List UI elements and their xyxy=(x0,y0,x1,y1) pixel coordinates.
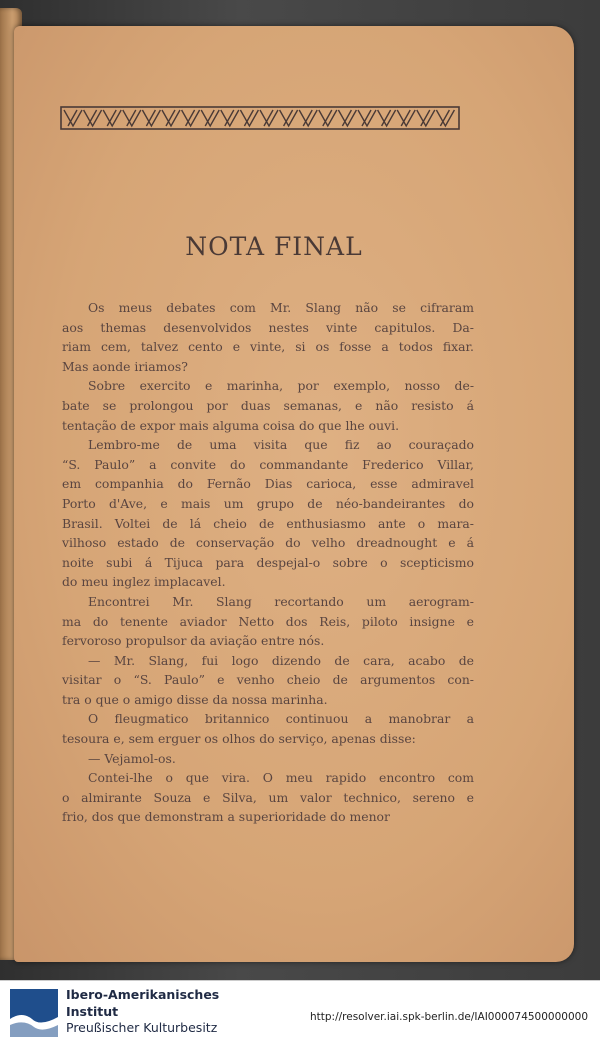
ornamental-border xyxy=(60,106,460,130)
text-line: O fleugmatico britannico continuou a manobrar a xyxy=(88,711,474,727)
text-line: em companhia do Fernão Dias carioca, esse admiravel xyxy=(62,476,474,492)
text-line: fervoroso propulsor da aviação entre nós. xyxy=(62,633,325,649)
text-line: tentação de expor mais alguma coisa do que lhe ouvi. xyxy=(62,417,400,433)
text-line: Encontrei Mr. Slang recortando um aerogram- xyxy=(88,593,474,609)
footer-bar xyxy=(0,980,600,1042)
text-line: aos themas desenvolvidos nestes vinte capitulos. Da- xyxy=(62,319,474,335)
text-line: — Mr. Slang, fui logo dizendo de cara, acabo de xyxy=(88,652,474,668)
institution-logo xyxy=(10,989,58,1037)
page-body xyxy=(62,298,474,827)
book-page xyxy=(14,26,574,962)
text-line: “S. Paulo” a convite do commandante Frederico Villar, xyxy=(62,456,474,472)
text-line: Lembro-me de uma visita que fiz ao couraçado xyxy=(88,437,474,453)
text-line: Porto d'Ave, e mais um grupo de néo-bandeirantes do xyxy=(62,495,474,511)
text-line: do meu inglez implacavel. xyxy=(62,574,226,590)
text-line: frio, dos que demonstram a superioridade do menor xyxy=(62,809,390,825)
ornament-pattern-icon xyxy=(60,106,460,130)
text-line: Sobre exercito e marinha, por exemplo, nosso de- xyxy=(88,378,474,394)
text-line: visitar o “S. Paulo” e venho cheio de argumentos con- xyxy=(62,672,474,688)
iai-logo-icon xyxy=(10,989,58,1037)
institution-line-1: Ibero-Amerikanisches xyxy=(66,987,220,1002)
text-line: o almirante Souza e Silva, um valor technico, sereno e xyxy=(62,789,474,805)
institution-line-2: Institut xyxy=(66,1003,119,1019)
resolver-link[interactable]: http://resolver.iai.spk-berlin.de/IAI000074500000000 xyxy=(309,1011,588,1023)
text-line: riam cem, talvez cento e vinte, si os fosse a todos fixar. xyxy=(62,339,474,355)
text-line: Brasil. Voltei de lá cheio de enthusiasmo ante o mara- xyxy=(62,515,474,531)
text-line: tesoura e, sem erguer os olhos do serviço, apenas disse: xyxy=(62,731,416,747)
text-line: Contei-lhe o que vira. O meu rapido encontro com xyxy=(88,770,474,786)
text-line: Mas aonde iriamos? xyxy=(62,358,188,374)
text-line: bate se prolongou por duas semanas, e não resisto á xyxy=(62,397,474,413)
text-line: vilhoso estado de conservação do velho dreadnought e á xyxy=(62,535,474,551)
institution-line-3: Preußischer Kulturbesitz xyxy=(66,1020,218,1035)
page-title: NOTA FINAL xyxy=(185,232,363,261)
institution-name xyxy=(66,987,219,1037)
text-line: Os meus debates com Mr. Slang não se cifraram xyxy=(88,300,474,315)
text-line: tra o que o amigo disse da nossa marinha. xyxy=(62,691,328,707)
text-line: ma do tenente aviador Netto dos Reis, piloto insigne e xyxy=(62,613,474,629)
text-line: — Vejamol-os. xyxy=(88,750,176,766)
text-line: noite subi á Tijuca para despejal-o sobre o scepticismo xyxy=(62,554,474,570)
